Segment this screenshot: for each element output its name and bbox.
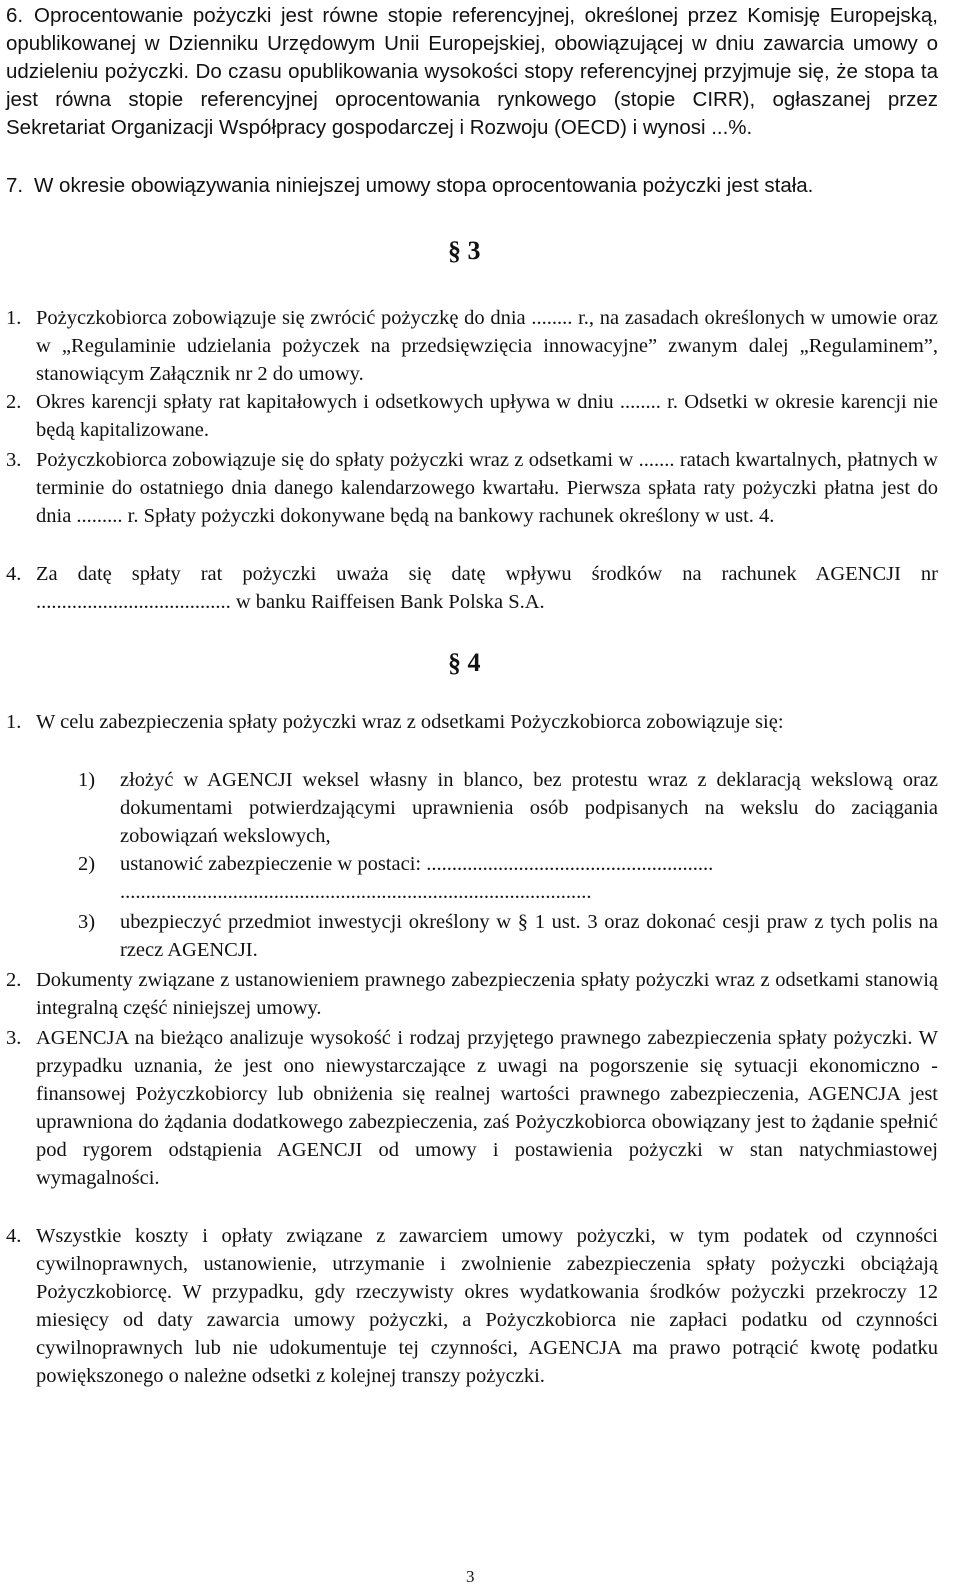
subitem-number: 3) [78,911,96,933]
item-text: Oprocentowanie pożyczki jest równe stopie referencyjnej, określonej przez Komisję Europejską, opublikowanej w Dzienniku Urzędowym Unii Europejskiej, obowiązującej w dniu zawarcia umowy o udzieleniu pożyczki. Do czasu opublikowania wysokości stopy referencyjnej przyjmuje się, że stopa ta jest równa stopie referencyjnej oprocentowania rynkowego (stopie CIRR), ogłaszanej przez Sekretariat Organizacji Współpracy gospodarczej i Rozwoju (OECD) i wynosi ...%. [6,4,938,139]
paragraph-2-6 [6,2,938,142]
subitem-4-1-1 [78,766,938,850]
paragraph-3-2 [6,388,938,444]
subitem-text: ustanowić zabezpieczenie w postaci: ........................................................ [120,853,714,875]
subitem-text: złożyć w AGENCJI weksel własny in blanco, bez protestu wraz z deklaracją wekslową oraz dokumentami potwierdzającymi uprawnienia osób podpisanych na wekslu do zaciągania zobowiązań wekslowych, [120,769,938,847]
item-number: 7. [6,174,24,197]
subitem-number: 2) [78,853,96,875]
section-heading-3: § 3 [448,236,481,265]
item-text: Pożyczkobiorca zobowiązuje się do spłaty pożyczki wraz z odsetkami w ....... ratach kwartalnych, płatnych w terminie do ostatniego dnia danego kalendarzowego kwartału. Pierwsza spłata raty pożyczki płatna jest do dnia ......... r. Spłaty pożyczki dokonywane będą na bankowy rachunek określony w ust. 4. [36,449,938,527]
subitem-4-1-2 [78,850,938,906]
item-text: Wszystkie koszty i opłaty związane z zawarciem umowy pożyczki, w tym podatek od czynności cywilnoprawnych, ustanowienie, utrzymanie i zwolnienie zabezpieczenia spłaty pożyczki obciążają Pożyczkobiorcę. W przypadku, gdy rzeczywisty okres wydatkowania środków pożyczki przekroczy 12 miesięcy od daty zawarcia umowy pożyczki, a Pożyczkobiorca nie zapłaci podatku od czynności cywilnoprawnych lub nie udokumentuje tej czynności, AGENCJA ma prawo potrącić kwotę podatku powiększonego o należne odsetki z kolejnej transzy pożyczki. [36,1225,938,1387]
subitem-text: ubezpieczyć przedmiot inwestycji określony w § 1 ust. 3 oraz dokonać cesji praw z tych polis na rzecz AGENCJI. [120,911,938,961]
item-number: 2. [6,969,22,991]
item-text: Okres karencji spłaty rat kapitałowych i odsetkowych upływa w dniu ........ r. Odsetki w okresie karencji nie będą kapitalizowane. [36,391,938,441]
item-text: Dokumenty związane z ustanowieniem prawnego zabezpieczenia spłaty pożyczki wraz z odsetkami stanowią integralną część niniejszej umowy. [36,969,938,1019]
paragraph-3-4 [6,560,938,616]
paragraph-3-1 [6,304,938,388]
item-text: W celu zabezpieczenia spłaty pożyczki wraz z odsetkami Pożyczkobiorca zobowiązuje się: [36,711,784,733]
paragraph-3-3 [6,446,938,530]
item-number: 6. [6,4,24,27]
item-number: 4. [6,1225,22,1247]
item-text: AGENCJA na bieżąco analizuje wysokość i rodzaj przyjętego prawnego zabezpieczenia spłaty pożyczki. W przypadku uznania, że jest ono niewystarczające z uwagi na pogorszenie się sytuacji ekonomiczno - finansowej Pożyczkobiorcy lub obniżenia się realnej wartości prawnego zabezpieczenia, AGENCJA jest uprawniona do żądania dodatkowego zabezpieczenia, zaś Pożyczkobiorca obowiązany jest to żądanie spełnić pod rygorem odstąpienia AGENCJI od umowy i postawienia pożyczki w stan natychmiastowej wymagalności. [36,1027,938,1189]
paragraph-4-3 [6,1024,938,1192]
subitem-number: 1) [78,769,96,791]
paragraph-4-1 [6,708,938,736]
item-number: 1. [6,307,22,329]
item-number: 1. [6,711,22,733]
item-text: W okresie obowiązywania niniejszej umowy stopa oprocentowania pożyczki jest stała. [34,174,814,197]
subitem-text-continuation: ............................................................................................ [120,881,592,903]
item-number: 3. [6,1027,22,1049]
paragraph-4-4 [6,1222,938,1390]
subitem-4-1-3 [78,908,938,964]
item-number: 3. [6,449,22,471]
paragraph-2-7 [6,172,938,200]
section-heading-4: § 4 [448,648,481,677]
item-number: 4. [6,563,22,585]
page-number: 3 [466,1567,475,1586]
paragraph-4-2 [6,966,938,1022]
item-text: Pożyczkobiorca zobowiązuje się zwrócić pożyczkę do dnia ........ r., na zasadach określonych w umowie oraz w „Regulaminie udzielania pożyczek na przedsięwzięcia innowacyjne” zwanym dalej „Regulaminem”, stanowiącym Załącznik nr 2 do umowy. [36,307,938,385]
item-number: 2. [6,391,22,413]
item-text: Za datę spłaty rat pożyczki uważa się datę wpływu środków na rachunek AGENCJI nr ...................................... w banku Raiffeisen Bank Polska S.A. [36,563,938,613]
